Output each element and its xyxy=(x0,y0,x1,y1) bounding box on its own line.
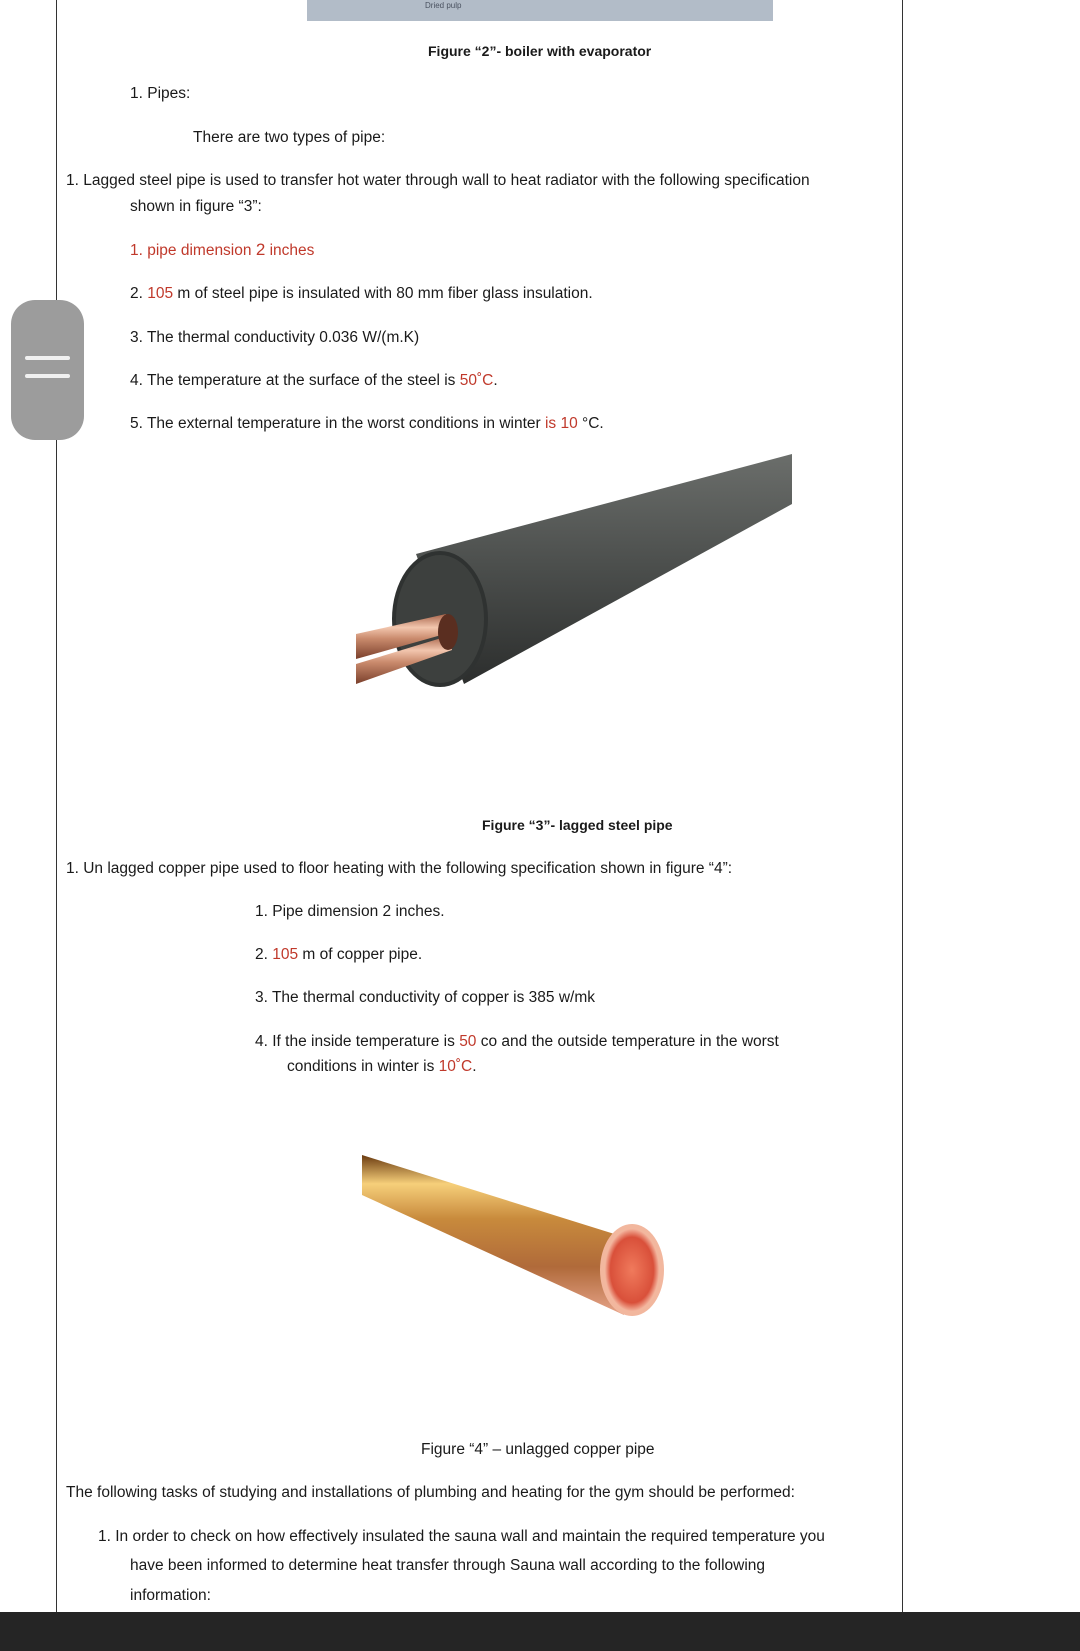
unlagged-copper-pipe-image xyxy=(362,1155,666,1330)
figure-2-image xyxy=(307,0,773,21)
unlagged-spec-4-line2: conditions in winter is 10˚C. xyxy=(287,1058,477,1075)
task-1-line3: information: xyxy=(130,1587,211,1604)
figure-2-inner-label: Dried pulp xyxy=(425,1,462,10)
lagged-spec-3: 3. The thermal conductivity 0.036 W/(m.K) xyxy=(130,329,420,346)
unlagged-pipe-line1: 1. Un lagged copper pipe used to floor heating with the following specification shown in figure “4”: xyxy=(66,860,733,877)
handle-grip-line-icon xyxy=(25,374,70,378)
lagged-pipe-line2: shown in figure “3”: xyxy=(130,198,262,215)
lagged-spec-1: 1. pipe dimension 2 inches xyxy=(130,240,315,259)
lagged-spec-5: 5. The external temperature in the worst conditions in winter is 10 °C. xyxy=(130,415,604,432)
unlagged-spec-2: 2. 105 m of copper pipe. xyxy=(255,946,423,963)
tasks-intro: The following tasks of studying and installations of plumbing and heating for the gym should be performed: xyxy=(66,1484,795,1501)
pipe-types-intro: There are two types of pipe: xyxy=(193,129,386,146)
lagged-spec-2: 2. 105 m of steel pipe is insulated with 80 mm fiber glass insulation. xyxy=(130,285,593,302)
task-1-line1: 1. In order to check on how effectively insulated the sauna wall and maintain the required temperature you xyxy=(98,1528,825,1545)
lagged-spec-4: 4. The temperature at the surface of the steel is 50˚C. xyxy=(130,372,498,389)
unlagged-spec-3: 3. The thermal conductivity of copper is 385 w/mk xyxy=(255,989,596,1006)
figure-2-caption: Figure “2”- boiler with evaporator xyxy=(428,43,652,59)
figure-3-caption: Figure “3”- lagged steel pipe xyxy=(482,817,673,833)
unlagged-spec-1: 1. Pipe dimension 2 inches. xyxy=(255,903,445,920)
handle-grip-line-icon xyxy=(25,356,70,360)
task-1-line2: have been informed to determine heat transfer through Sauna wall according to the following xyxy=(130,1557,766,1574)
bottom-bar xyxy=(0,1612,1080,1651)
figure-4-caption: Figure “4” – unlagged copper pipe xyxy=(421,1441,655,1458)
section-pipes-heading: 1. Pipes: xyxy=(130,85,191,102)
unlagged-spec-4: 4. If the inside temperature is 50 co and the outside temperature in the worst xyxy=(255,1033,779,1050)
lagged-steel-pipe-image xyxy=(356,454,794,726)
lagged-pipe-line1: 1. Lagged steel pipe is used to transfer hot water through wall to heat radiator with the following specification xyxy=(66,172,810,189)
page-border-left xyxy=(56,0,57,1612)
page-border-right xyxy=(902,0,903,1612)
drag-handle[interactable] xyxy=(11,300,84,440)
